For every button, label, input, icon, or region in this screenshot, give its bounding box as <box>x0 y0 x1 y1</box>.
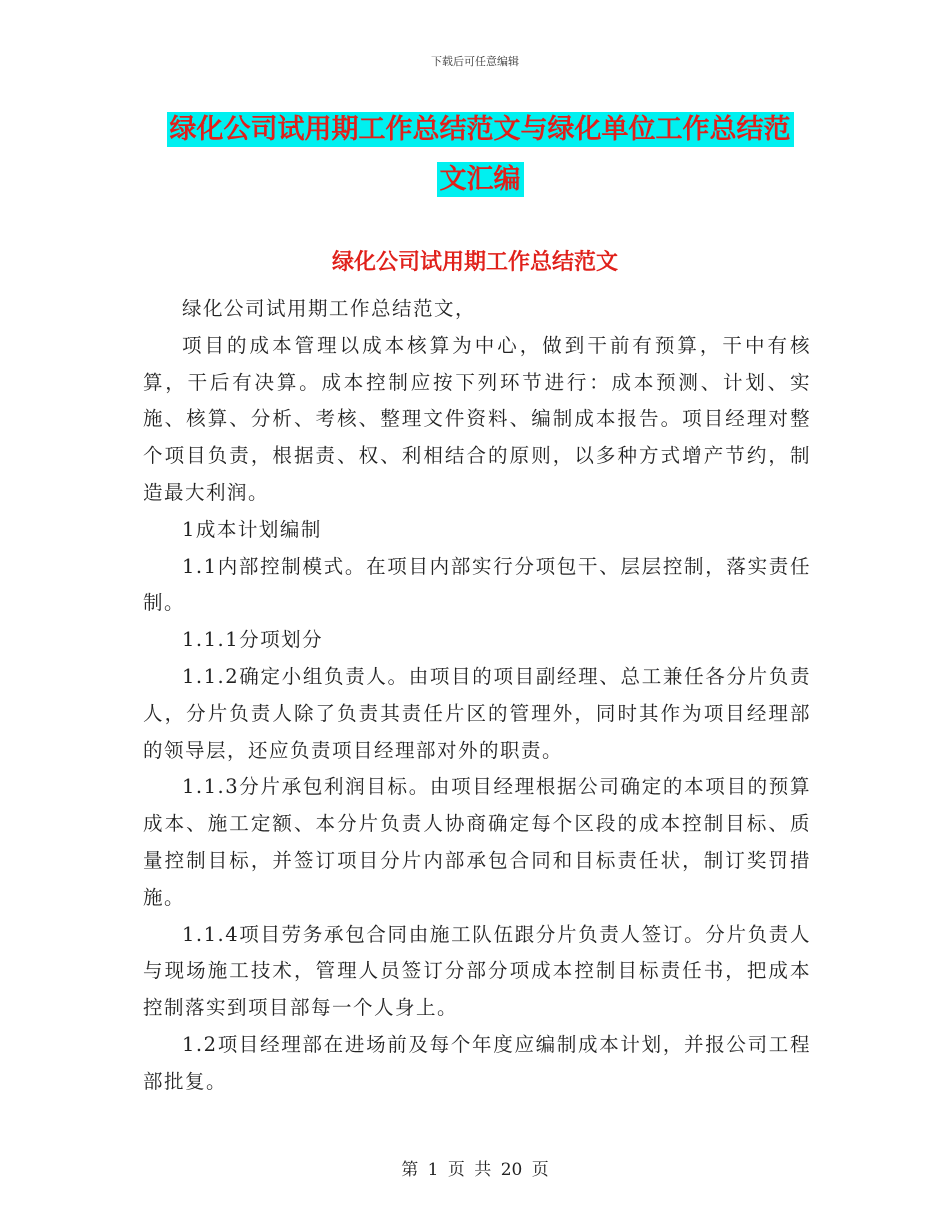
paragraph: 绿化公司试用期工作总结范文， <box>182 297 477 320</box>
title-line-2: 文汇编 <box>437 162 524 197</box>
header-note: 下载后可任意编辑 <box>431 55 519 68</box>
paragraph: 1.1.3分片承包利润目标。由项目经理根据公司确定的本项目的预算成本、施工定额、本分片负责人协商确定每个区段的成本控制目标、质量控制目标，并签订项目分片内部承包合同和目标责任状，制订奖罚措施。 <box>143 775 811 909</box>
section-title: 绿化公司试用期工作总结范文 <box>331 249 618 275</box>
document-body <box>143 291 811 1101</box>
title-line-1: 绿化公司试用期工作总结范文与绿化单位工作总结范 <box>167 112 794 147</box>
paragraph: 1.2项目经理部在进场前及每个年度应编制成本计划，并报公司工程部批复。 <box>143 1032 811 1093</box>
paragraph: 项目的成本管理以成本核算为中心，做到干前有预算，干中有核算，干后有决算。成本控制应按下列环节进行：成本预测、计划、实施、核算、分析、考核、整理文件资料、编制成本报告。项目经理对整个项目负责，根据责、权、利相结合的原则，以多种方式增产节约，制造最大利润。 <box>143 333 811 504</box>
document-title <box>150 105 810 205</box>
page-number: 第 1 页 共 20 页 <box>401 1160 549 1180</box>
paragraph: 1.1.4项目劳务承包合同由施工队伍跟分片负责人签订。分片负责人与现场施工技术，管理人员签订分部分项成本控制目标责任书，把成本控制落实到项目部每一个人身上。 <box>143 922 811 1020</box>
paragraph: 1.1.1分项划分 <box>182 628 324 652</box>
paragraph: 1.1内部控制模式。在项目内部实行分项包干、层层控制，落实责任制。 <box>143 554 811 615</box>
paragraph: 1成本计划编制 <box>182 517 322 541</box>
paragraph: 1.1.2确定小组负责人。由项目的项目副经理、总工兼任各分片负责人，分片负责人除了负责其责任片区的管理外，同时其作为项目经理部的领导层，还应负责项目经理部对外的职责。 <box>143 664 811 762</box>
